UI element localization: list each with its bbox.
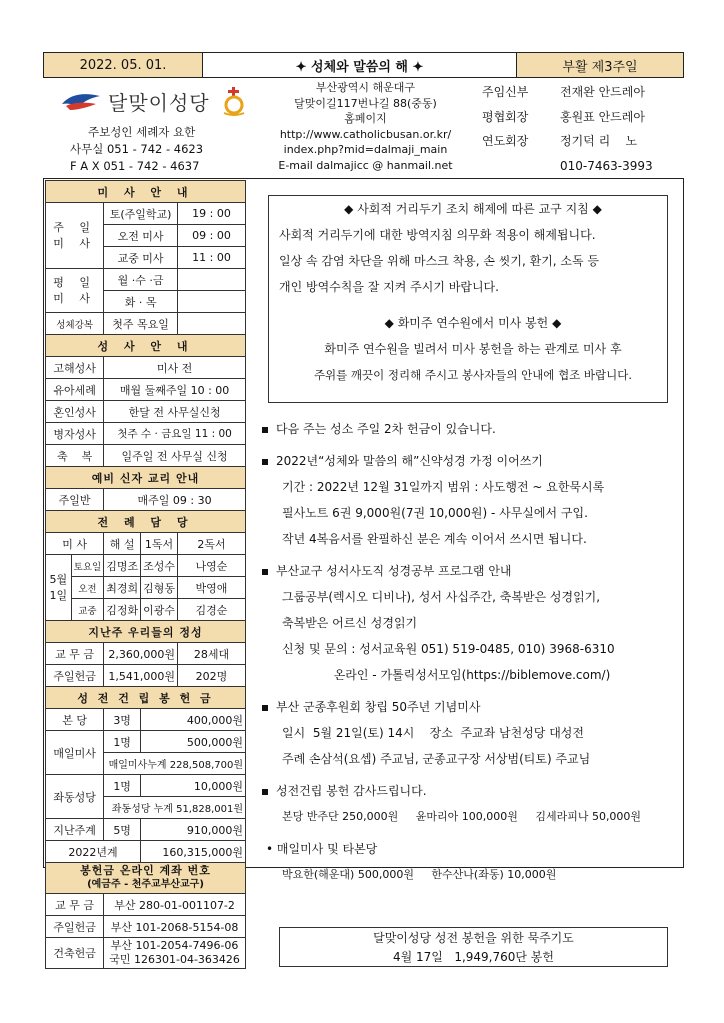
notice-line: 화미주 연수원을 빌려서 미사 봉헌을 하는 관계로 미사 후 (324, 342, 622, 356)
rosary-box (279, 927, 668, 967)
notice-line: 일상 속 감염 차단을 위해 마스크 착용, 손 씻기, 환기, 소독 등 (279, 254, 600, 268)
offering-count: 202명 (177, 665, 245, 687)
ministry-header: 미 사 (46, 533, 104, 555)
address-line: 달맞이길117번나길 88(중동) (294, 96, 437, 110)
sacrament-value: 첫주 수 · 금요일 11 : 00 (104, 423, 246, 445)
notice-detail: 일시 5월 21일(토) 14시 장소 주교좌 남천성당 대성전 (282, 726, 584, 740)
building-name: 좌동성당 (46, 775, 104, 819)
section-title: 예비 신자 교리 안내 (46, 467, 246, 489)
building-year-label: 2022년계 (46, 841, 141, 863)
building-count: 1명 (104, 731, 141, 753)
bullet-icon (262, 705, 268, 711)
notice-item: 성전건립 봉헌 감사드립니다. (262, 778, 682, 804)
patron-saint: 주보성인 세례자 요한 (88, 125, 196, 139)
weekday-mass: 월 ·수 ·금 (104, 269, 178, 291)
notice-detail: 그룹공부(렉시오 디비나), 성서 사십주간, 축복받은 성경읽기, (282, 590, 601, 604)
email-address[interactable]: E-mail dalmajicc @ hanmail.net (278, 158, 453, 172)
building-count: 3명 (104, 709, 141, 731)
notice-title: ◆ 화미주 연수원에서 미사 봉헌 ◆ (384, 316, 562, 330)
sacrament-value: 일주일 전 사무실 신청 (104, 445, 246, 467)
notice-detail: 작년 4복음서를 완필하신 분은 계속 이어서 쓰시면 됩니다. (282, 532, 587, 546)
building-year-total: 160,315,000원 (141, 841, 246, 863)
offering-count: 28세대 (177, 643, 245, 665)
header-bar (43, 52, 684, 78)
accounts-subtitle: (예금주 - 천주교부산교구) (87, 879, 204, 890)
fax-number: F A X 051 - 742 - 4637 (70, 159, 200, 173)
building-name: 지난주계 (46, 819, 104, 841)
weekday-mass-label: 평 일 미 사 (46, 269, 104, 313)
mass-name: 토(주일학교) (104, 203, 178, 225)
ministry-person: 김정화 (104, 599, 141, 621)
bullet-icon (262, 569, 268, 575)
section-title: 미 사 안 내 (46, 181, 246, 203)
bullet-icon (262, 427, 268, 433)
notice-item: 다음 주는 성소 주일 2차 헌금이 있습니다. (262, 416, 682, 442)
accounts-title (46, 863, 246, 894)
sacrament-value: 미사 전 (104, 357, 246, 379)
address-line: 부산광역시 해운대구 (315, 81, 416, 94)
staff-list (482, 80, 692, 178)
account-number[interactable] (104, 938, 246, 969)
catechism-label: 주일반 (46, 489, 104, 511)
account-number[interactable]: 부산 101-2068-5154-08 (104, 916, 246, 938)
building-name: 매일미사 (46, 731, 104, 775)
ministry-person: 김경순 (177, 599, 245, 621)
account-number-line: 부산 101-2054-7496-06 (110, 939, 239, 952)
notice-item: 부산교구 성서사도직 성경공부 프로그램 안내 (262, 558, 682, 584)
notice-detail: 박요한(해운대) 500,000원 한수산나(좌동) 10,000원 (282, 868, 557, 881)
account-number-line: 국민 126301-04-363426 (109, 953, 240, 966)
ministry-person: 나영순 (177, 555, 245, 577)
notice-detail: 축복받은 어르신 성경읽기 (282, 616, 418, 630)
mass-time: 19 : 00 (177, 203, 245, 225)
notice-item: • 매일미사 및 타본당 (266, 842, 378, 856)
staff-phone: 010-7463-3993 (560, 158, 653, 173)
church-name: 달맞이성당 (108, 90, 210, 115)
account-number[interactable]: 부산 280-01-001107-2 (104, 894, 246, 916)
liturgical-week: 부활 제3주일 (517, 53, 683, 77)
church-logo (60, 86, 248, 116)
notice-item: 2022년“성체와 말씀의 해”신약성경 가정 이어쓰기 (262, 448, 682, 474)
sacrament-value: 한달 전 사무실신청 (104, 401, 246, 423)
adoration-label: 성체강복 (46, 313, 104, 335)
notice-line: 사회적 거리두기에 대한 방역지침 의무화 적용이 해제됩니다. (279, 228, 596, 242)
notice-line: 주위를 깨끗이 정리해 주시고 봉사자들의 안내에 협조 바랍니다. (313, 368, 633, 382)
weekday-mass: 화 · 목 (104, 291, 178, 313)
adoration-time: 첫주 목요일 (104, 313, 178, 335)
offering-name: 교 무 금 (46, 643, 104, 665)
notice-box (268, 195, 668, 403)
ministry-header: 2독서 (177, 533, 245, 555)
rosary-title: 달맞이성당 성전 봉헌을 위한 묵주기도 (373, 931, 574, 945)
ministry-header: 해 설 (104, 533, 141, 555)
rosary-count: 4월 17일 1,949,760단 봉헌 (392, 950, 554, 964)
sacrament-name: 축 복 (46, 445, 104, 467)
building-cumulative: 매일미사누계 228,508,700원 (104, 753, 246, 775)
ministry-person: 조성수 (141, 555, 178, 577)
sacrament-name: 혼인성사 (46, 401, 104, 423)
homepage-label: 홈페이지 (344, 112, 387, 125)
notice-line: 개인 방역수칙을 잘 지켜 주시기 바랍니다. (279, 280, 499, 294)
bullet-icon (262, 789, 268, 795)
mass-name: 교중 미사 (104, 247, 178, 269)
account-name: 건축헌금 (46, 938, 104, 969)
sunday-mass-label: 주 일 미 사 (46, 203, 104, 269)
homepage-url[interactable]: index.php?mid=dalmaji_main (283, 143, 448, 156)
building-name: 본 당 (46, 709, 104, 731)
year-theme: ✦ 성체와 말씀의 해 ✦ (203, 53, 517, 77)
ministry-mass: 토요일 (71, 555, 104, 577)
notice-detail: 기간 : 2022년 12월 31일까지 범위 : 사도행전 ~ 요한묵시록 (282, 480, 605, 494)
notice-detail: 주례 손삼석(요셉) 주교님, 군종교구장 서상범(티토) 주교님 (282, 752, 591, 766)
building-amount: 500,000원 (141, 731, 246, 753)
sacrament-value: 매월 둘째주일 10 : 00 (104, 379, 246, 401)
building-count: 1명 (104, 775, 141, 797)
ministry-person: 김형동 (141, 577, 178, 599)
ministry-mass: 교중 (71, 599, 104, 621)
section-title: 성 사 안 내 (46, 335, 246, 357)
staff-row: 주임신부 전재완 안드레아 (482, 85, 645, 99)
staff-row: 연도회장 정기덕 리 노 (482, 134, 638, 148)
ministry-mass: 오전 (71, 577, 104, 599)
section-title: 성 전 건 립 봉 헌 금 (46, 687, 246, 709)
notice-detail: 필사노트 6권 9,000원(7권 10,000원) - 사무실에서 구입. (282, 506, 588, 520)
notice-link[interactable]: 온라인 - 가톨릭성서모임(https://biblemove.com/) (333, 668, 611, 682)
ministry-person: 박영애 (177, 577, 245, 599)
bullet-icon (262, 459, 268, 465)
mass-time: 09 : 00 (177, 225, 245, 247)
section-title: 전 례 담 당 (46, 511, 246, 533)
building-amount: 400,000원 (141, 709, 246, 731)
offering-amount: 1,541,000원 (104, 665, 178, 687)
church-contact (70, 124, 240, 175)
dove-icon (60, 90, 102, 112)
sacrament-name: 유아세례 (46, 379, 104, 401)
church-address (268, 80, 463, 173)
bulletin-date: 2022. 05. 01. (44, 53, 203, 77)
building-amount: 910,000원 (141, 819, 246, 841)
ministry-person: 이광수 (141, 599, 178, 621)
catechism-time: 매주일 09 : 30 (104, 489, 246, 511)
building-cumulative: 좌동성당 누계 51,828,001원 (104, 797, 246, 819)
notice-title: ◆ 사회적 거리두기 조치 해제에 따른 교구 지침 ◆ (344, 202, 602, 216)
offering-amount: 2,360,000원 (104, 643, 178, 665)
ministry-date: 5월 1일 (46, 555, 72, 621)
account-name: 교 무 금 (46, 894, 104, 916)
notice-detail: 신청 및 문의 : 성서교육원 051) 519-0485, 010) 3968-6310 (282, 642, 615, 656)
accounts-title-text: 봉헌금 온라인 계좌 번호 (80, 864, 211, 877)
staff-row: 평협회장 홍원표 안드레아 (482, 109, 645, 124)
office-phone: 사무실 051 - 742 - 4623 (70, 142, 204, 156)
notice-list (262, 416, 682, 888)
sacrament-name: 고해성사 (46, 357, 104, 379)
ministry-header: 1독서 (141, 533, 178, 555)
sacrament-name: 병자성사 (46, 423, 104, 445)
homepage-url[interactable]: http://www.catholicbusan.or.kr/ (279, 127, 452, 141)
notice-item: 부산 군종후원회 창립 50주년 기념미사 (262, 694, 682, 720)
mass-name: 오전 미사 (104, 225, 178, 247)
offering-name: 주일헌금 (46, 665, 104, 687)
building-amount: 10,000원 (141, 775, 246, 797)
moon-cross-icon (220, 86, 248, 116)
account-name: 주일헌금 (46, 916, 104, 938)
section-title: 지난주 우리들의 정성 (46, 621, 246, 643)
notice-detail: 본당 반주단 250,000원 윤마리아 100,000원 김세라피나 50,000원 (282, 810, 642, 823)
ministry-person: 최경희 (104, 577, 141, 599)
info-table (45, 180, 246, 969)
ministry-person: 김명조 (104, 555, 141, 577)
mass-time: 11 : 00 (177, 247, 245, 269)
building-count: 5명 (104, 819, 141, 841)
